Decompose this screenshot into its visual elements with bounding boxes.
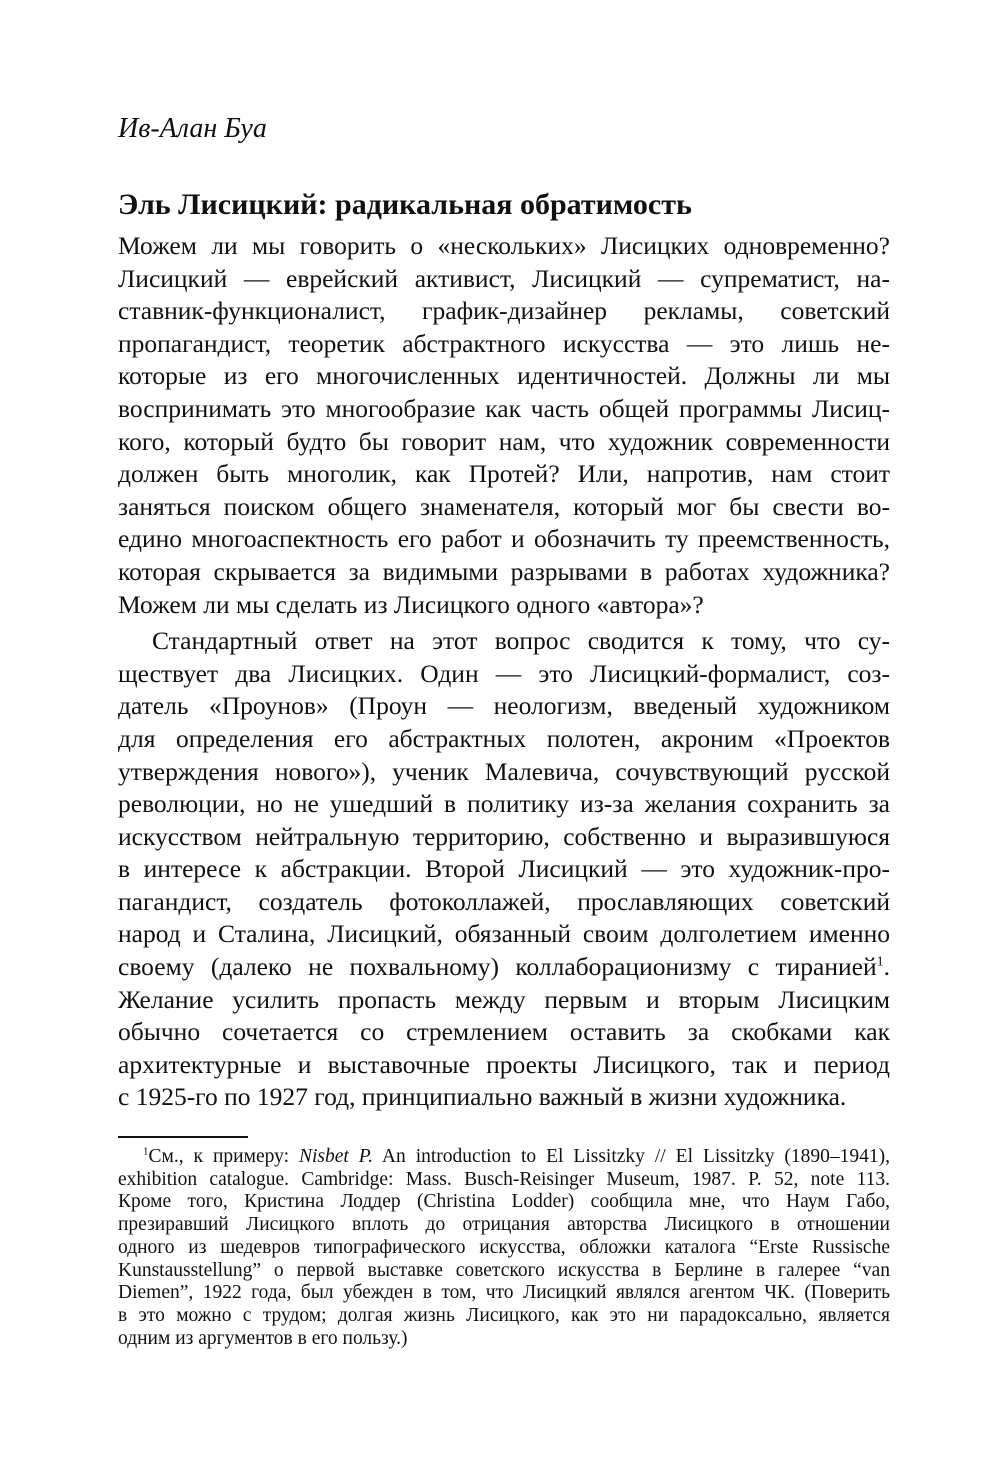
text-line [118,393,890,426]
line-text: архитектурные и выставочные проекты Лисицкого, так и период [118,1049,890,1079]
body-text [118,230,890,1114]
text-line [118,360,890,393]
text-line [118,821,890,854]
line-text: Kunstausstellung” о первой выставке советского искусства в Берлине в галерее “van [118,1259,890,1281]
line-text: утверждения нового»), ученик Малевича, сочувствующий русской [118,756,890,786]
text-line [118,295,890,328]
footnote-citation: An introduction to El Lissitzky // El Lissitzky (1890–1941), [373,1146,891,1168]
line-text: революции, но не ушедший в политику из-за желания сохранить за [118,789,890,819]
footnote-divider [118,1136,248,1138]
text-line [118,1191,890,1214]
text-line [118,918,890,951]
line-text: пропагандист, теоретик абстрактного искусства — это лишь не- [118,328,890,358]
line-text: одного из шедевров типографического искусства, обложки каталога “Erste Russische [118,1236,890,1258]
line-text: с 1925-го по 1927 год, принципиально важный в жизни художника. [118,1082,847,1112]
line-text: должен быть многолик, как Протей? Или, напротив, нам стоит [118,459,890,489]
text-line [118,426,890,459]
text-line [118,1282,890,1305]
text-line [118,491,890,524]
text-line [118,1328,890,1351]
line-text: в интересе к абстракции. Второй Лисицкий — это художник-про- [118,854,890,884]
line-text: exhibition catalogue. Cambridge: Mass. Busch-Reisinger Museum, 1987. P. 52, note 113. [118,1168,890,1190]
text-line [118,625,890,658]
text-line [118,458,890,491]
line-text: Можем ли мы говорить о «нескольких» Лисицких одновременно? [118,231,890,260]
text-line [118,1016,890,1049]
author-name: Ив-Алан Буа [118,113,267,144]
line-text: кого, который будто бы говорит нам, что художник современности [118,426,890,456]
line-text: для определения его абстрактных полотен, акроним «Проектов [118,723,890,753]
line-text: искусством нейтральную территорию, собственно и выразившуюся [118,821,890,851]
text-line [118,1260,890,1283]
text-line [118,589,890,622]
line-text: пагандист, создатель фотоколлажей, прославляющих советский [118,886,890,916]
text-line [118,556,890,589]
line-text: народ и Сталина, Лисицкий, обязанный своим долголетием именно [118,919,890,949]
text-line [118,788,890,821]
line-text: ществует два Лисицких. Один — это Лисицкий-формалист, соз- [118,658,890,688]
text-line: своему (далеко не похвальному) коллаборационизму с тиранией$^1$. [118,952,890,982]
line-text: в это можно с трудом; долгая жизнь Лисицкого, как это ни парадоксально, является [118,1304,890,1326]
text-line [118,1081,890,1114]
line-text: ставник-функционалист, график-дизайнер рекламы, советский [118,296,890,326]
line-text: которая скрывается за видимыми разрывами в работах художника? [118,556,890,586]
line-text: своему (далеко не похвальному) коллаборационизму с тиранией [118,952,877,982]
line-text: заняться поиском общего знаменателя, который мог бы свести во- [118,491,890,521]
paragraph-2 [118,625,890,1114]
text-line [118,230,890,263]
footnote-citation-author: Nisbet P. [298,1146,374,1168]
footnote [118,1146,890,1350]
text-line [118,756,890,789]
line-text: Желание усилить пропасть между первым и вторым Лисицким [118,984,890,1014]
text-line [118,523,890,556]
text-line [118,328,890,361]
line-text: презиравший Лисицкого вплоть до отрицания авторства Лисицкого в отношении [118,1214,890,1236]
text-line [118,853,890,886]
text-line [118,723,890,756]
text-line [118,1237,890,1260]
text-line [118,1169,890,1192]
line-text: Лисицкий — еврейский активист, Лисицкий — супрематист, на- [118,263,890,293]
chapter-title: Эль Лисицкий: радикальная обратимость [118,188,692,221]
line-text: Кроме того, Кристина Лоддер (Christina Lodder) сообщила мне, что Наум Габо, [118,1191,890,1213]
line-text: которые из его многочисленных идентичностей. Должны ли мы [118,361,890,391]
footnote-prefix: См., к примеру: [148,1146,299,1168]
text-line [118,1305,890,1328]
text-line [118,690,890,723]
line-text: Можем ли мы сделать из Лисицкого одного «автора»? [118,589,704,619]
text-line [118,1214,890,1237]
line-text: воспринимать это многообразие как часть общей программы Лисиц- [118,393,890,423]
line-text: датель «Проунов» (Проун — неологизм, введеный художником [118,691,890,721]
footnote-reference[interactable]: 1 [876,954,884,970]
footnote-marker: 1 [143,1145,149,1158]
footnote-line [118,1146,890,1169]
line-text: Стандартный ответ на этот вопрос сводится к тому, что су- [152,626,890,656]
text-line [118,263,890,296]
text-line [118,886,890,919]
text-line [118,658,890,691]
line-text: обычно сочетается со стремлением оставить за скобками как [118,1017,890,1047]
text-line [118,1049,890,1082]
line-text: одним из аргументов в его пользу.) [118,1327,408,1349]
line-text: Diemen”, 1922 года, был убежден в том, что Лисицкий являлся агентом ЧК. (Поверить [118,1282,890,1304]
line-text: едино многоаспектность его работ и обозначить ту преемственность, [118,524,890,554]
text-line [118,984,890,1017]
paragraph-1 [118,230,890,621]
page-content [118,230,890,1350]
